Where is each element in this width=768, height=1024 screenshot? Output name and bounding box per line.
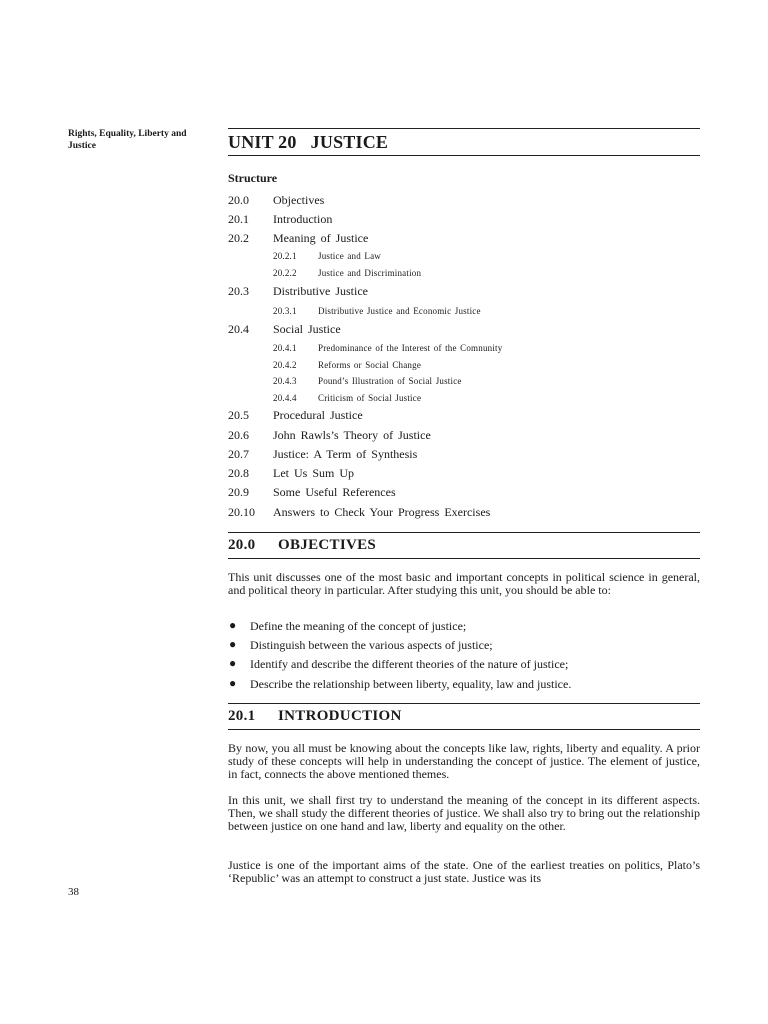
page-number: 38 bbox=[68, 886, 79, 898]
rule-top bbox=[228, 128, 700, 129]
running-section-title: Rights, Equality, Liberty and Justice bbox=[68, 129, 187, 151]
objectives-heading: 20.0 OBJECTIVES bbox=[228, 537, 377, 553]
introduction-heading: 20.1 INTRODUCTION bbox=[228, 708, 402, 724]
introduction-paragraph: Justice is one of the important aims of the state. One of the earliest treaties on politics, Plato’s ‘Republic’ was an attempt to construct a just state. Justice was its bbox=[228, 858, 700, 885]
introduction-paragraph: In this unit, we shall first try to understand the meaning of the concept in its different aspects. Then, we shall study the different theories of justice. We shall also try to bring out the relationship between justice on one hand and law, liberty and equality on the other. bbox=[228, 793, 700, 833]
rule-introduction-top bbox=[228, 703, 700, 704]
rule-introduction-bottom bbox=[228, 729, 700, 730]
objectives-intro: This unit discusses one of the most basic and important concepts in political science in general, and political theory in particular. After studying this unit, you should be able to: bbox=[228, 570, 700, 597]
unit-title: UNIT 20 JUSTICE bbox=[228, 132, 389, 152]
rule-objectives-bottom bbox=[228, 558, 700, 559]
introduction-paragraph: By now, you all must be knowing about the concepts like law, rights, liberty and equality. A prior study of these concepts will help in understanding the concept of justice. The element of justice, in fact, connects the above mentioned themes. bbox=[228, 741, 700, 781]
structure-label: Structure bbox=[228, 171, 278, 185]
rule-under-title bbox=[228, 155, 700, 156]
rule-objectives-top bbox=[228, 532, 700, 533]
